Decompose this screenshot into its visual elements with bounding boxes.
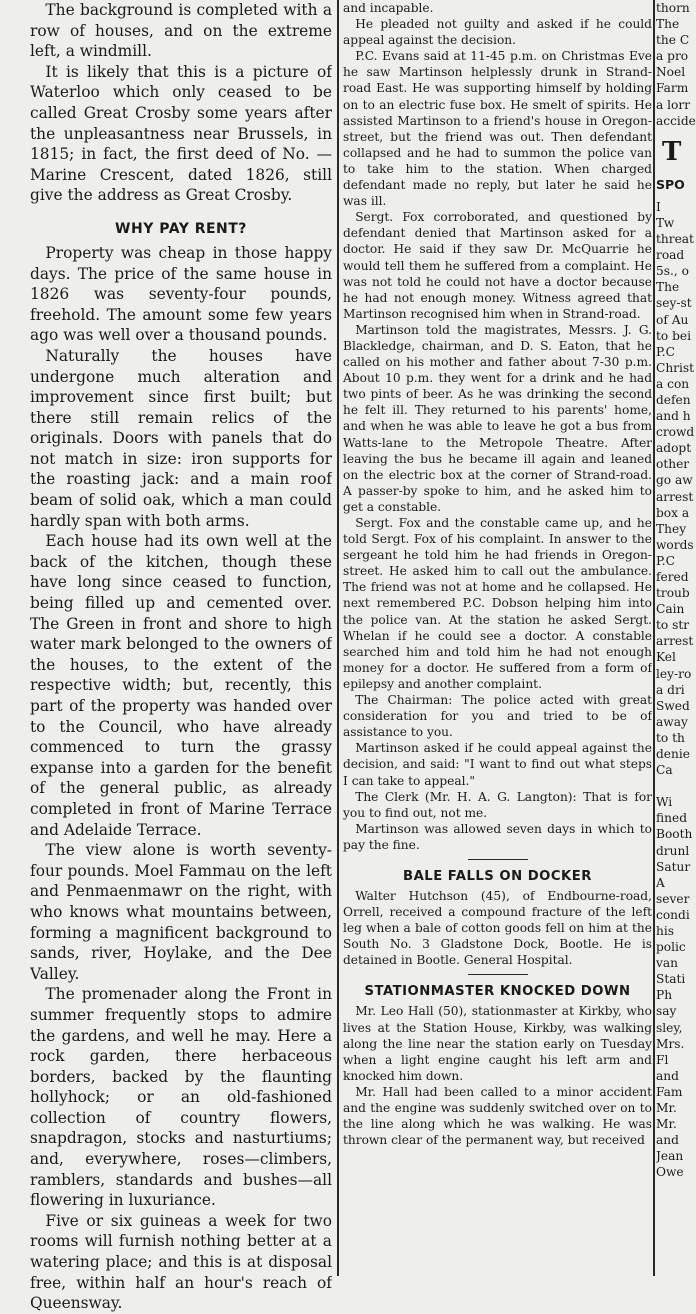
court-paragraph: Sergt. Fox corroborated, and questioned by defendant denied that Martinson asked for a doctor. He said if they saw Dr. McQuarrie he would tell them he suffered from a complaint. He was not told he could not have a doctor because he had not enough money. Witness agreed that Martinson recognised him when in Strand-road. — [343, 210, 652, 321]
cutoff-line-fragment: a con — [656, 376, 690, 391]
court-paragraph: and incapable. — [343, 1, 434, 15]
cutoff-fragments-mid — [656, 199, 696, 778]
article-paragraph: Each house had its own well at the back of the kitchen, though these have long since ceased to function, being filled up and cemented over. The Green in front and shore to high water mark belonged to the owners of the houses, to the extent of the respective width; but, recently, this part of the property was handed over to the Council, who have already commenced to turn the grassy expanse into a garden for the benefit of the general public, as already completed in front of Marine Terrace and Adelaide Terrace. — [30, 532, 332, 839]
cutoff-line-fragment: and h — [656, 409, 691, 424]
cutoff-line-fragment: The — [656, 17, 680, 32]
court-paragraph: The Clerk (Mr. H. A. G. Langton): That is for you to find out, not me. — [343, 789, 652, 820]
cutoff-line-fragment: Mr. — [656, 1117, 677, 1132]
right-column-cutoff — [656, 0, 696, 1180]
article-paragraph: Property was cheap in those happy days. The price of the same house in 1826 was seventy-four pounds, freehold. The amount some few years ago was well over a thousand pounds. — [30, 243, 332, 345]
cutoff-line-fragment: Cain — [656, 602, 685, 617]
cutoff-line-fragment: the C — [656, 33, 690, 48]
cutoff-line-fragment: Wi — [656, 795, 673, 810]
cutoff-line-fragment: Satur — [656, 859, 691, 874]
cutoff-line-fragment: arrest — [656, 489, 694, 504]
cutoff-fragments-bottom — [656, 794, 696, 1180]
cutoff-line-fragment: sley, — [656, 1020, 683, 1035]
cutoff-line-fragment: Ph — [656, 988, 673, 1003]
cutoff-line-fragment: accide — [656, 113, 696, 128]
article-paragraph: The promenader along the Front in summer frequently stops to admire the gardens, and well he may. Here a rock garden, there herbaceous borders, backed by the flaunting hollyhock; or an old-fashioned collection of country flowers, snapdragon, stocks and nasturtiums; and, everywhere, roses—climbers, ramblers, standards and bushes—all flowering in luxuriance. — [30, 985, 332, 1210]
headline-stationmaster: STATIONMASTER KNOCKED DOWN — [364, 984, 631, 1000]
headline-bale-falls: BALE FALLS ON DOCKER — [403, 868, 592, 884]
cutoff-line-fragment: and — [656, 1068, 679, 1083]
cutoff-line-fragment: a pro — [656, 49, 689, 64]
cutoff-line-fragment: P.C — [656, 344, 675, 359]
cutoff-line-fragment: van — [656, 956, 679, 971]
cutoff-line-fragment: box a — [656, 505, 690, 520]
cutoff-line-fragment: drunl — [656, 843, 690, 858]
court-paragraph: Martinson told the magistrates, Messrs. J. G. Blackledge, chairman, and D. S. Eaton, that he called on his mother and father about 7-30 p.m. About 10 p.m. they went for a drink and he had two pints of beer. As he was drinking the second he felt ill. They returned to his parents' home, and when he was able to leave he got a bus from Watts-lane to the Metropole Theatre. After leaving the bus he became ill again and leaned on the electric box at the corner of Strand-road. A passer-by spoke to him, and he asked him to get a constable. — [343, 322, 652, 514]
article-separator — [468, 859, 528, 860]
cutoff-line-fragment: Farm — [656, 81, 689, 96]
cutoff-line-fragment: Mr. — [656, 1101, 677, 1115]
cutoff-line-fragment: to bei — [656, 328, 692, 343]
court-paragraph: P.C. Evans said at 11-45 p.m. on Christmas Eve he saw Martinson helplessly drunk in Strand-road East. He was supporting himself by holding on to an electric fuse box. He smelt of spirits. He assisted Martinson to a friend's house in Oregon-street, but the friend was out. Then defendant collapsed and he had to summon the police van to take him to the station. When charged defendant made no reply, but later he said he was ill. — [343, 49, 652, 209]
article-separator — [468, 974, 528, 975]
cutoff-line-fragment: other — [656, 457, 690, 472]
cutoff-line-fragment: Noel — [656, 65, 686, 80]
cutoff-line-fragment: to th — [656, 730, 685, 745]
intro-paragraph: It is likely that this is a picture of Waterloo which only ceased to be called Great Crosby some years after the unpleasantness near Brussels, in 1815; in fact, the first deed of No. — Marine Crescent, dated 1826, still give the address as Great Crosby. — [30, 62, 332, 205]
cutoff-line-fragment: Fl — [656, 1052, 669, 1067]
cutoff-line-fragment: thorn — [656, 1, 690, 15]
cutoff-big-headline: T — [662, 136, 682, 167]
cutoff-line-fragment: sey-st — [656, 296, 692, 311]
article-paragraph: Naturally the houses have undergone much alteration and improvement since first built; but there still remain relics of the originals. Doors with panels that do not match in size: iron supports for the roasting jack: and a main roof beam of solid oak, which a man could hardly span with both arms. — [30, 346, 332, 530]
court-paragraph: Sergt. Fox and the constable came up, and he told Sergt. Fox of his complaint. In answer to the sergeant he told him he had friends in Oregon-street. He asked him to call out the ambulance. The friend was not at home and he collapsed. He next remembered P.C. Dobson helping him into the police van. At the station he asked Sergt. Whelan if he could see a doctor. A constable searched him and told him he had not enough money for a doctor. He suffered from a form of epilepsy and another complaint. — [343, 516, 652, 691]
cutoff-line-fragment: Mrs. — [656, 1036, 685, 1051]
cutoff-line-fragment: They — [656, 521, 687, 536]
cutoff-line-fragment: fined — [656, 811, 687, 826]
cutoff-line-fragment: his — [656, 923, 675, 938]
article-paragraph: Mr. Hall had been called to a minor accident and the engine was suddenly switched over on to the line along which he was walking. He was thrown clear of the permanent way, but received — [343, 1084, 652, 1148]
cutoff-subhead: SPO — [656, 176, 685, 192]
headline-why-pay-rent: WHY PAY RENT? — [115, 220, 247, 237]
article-paragraph: Mr. Leo Hall (50), stationmaster at Kirkby, who lives at the Station House, Kirkby, was walking along the line near the station early on Tuesday when a light engine caught his left arm and knocked him down. — [343, 1004, 652, 1083]
left-column — [30, 0, 332, 1314]
middle-column — [343, 0, 652, 1148]
cutoff-line-fragment: I — [656, 199, 661, 214]
cutoff-line-fragment: to str — [656, 618, 690, 633]
cutoff-line-fragment: arrest — [656, 634, 694, 649]
article-paragraph: Five or six guineas a week for two rooms will furnish nothing better at a watering place; and this is at disposal free, within half an hour's reach of Queensway. — [30, 1211, 332, 1313]
cutoff-line-fragment: Tw — [656, 215, 675, 230]
cutoff-line-fragment: Stati — [656, 972, 686, 987]
court-paragraph: Martinson was allowed seven days in which to pay the fine. — [343, 821, 652, 852]
cutoff-line-fragment: denie — [656, 747, 690, 762]
cutoff-line-fragment: sever — [656, 891, 690, 906]
cutoff-line-fragment: Fam — [656, 1084, 683, 1099]
cutoff-line-fragment: Jean — [656, 1149, 684, 1164]
cutoff-line-fragment: fered — [656, 570, 689, 584]
cutoff-line-fragment: ley-ro — [656, 666, 692, 681]
cutoff-line-fragment: of Au — [656, 312, 689, 327]
cutoff-line-fragment: P.C — [656, 553, 675, 568]
court-paragraph: He pleaded not guilty and asked if he could appeal against the decision. — [343, 17, 652, 48]
intro-paragraph: The background is completed with a row of houses, and on the extreme left, a windmill. — [30, 1, 332, 61]
cutoff-fragments-top — [656, 0, 696, 129]
cutoff-line-fragment: a dri — [656, 682, 685, 697]
cutoff-line-fragment: defen — [656, 392, 691, 407]
cutoff-line-fragment: threat — [656, 232, 694, 247]
column-rule-left — [337, 0, 339, 1276]
cutoff-line-fragment: Christ — [656, 360, 695, 375]
cutoff-line-fragment: and — [656, 1133, 679, 1148]
cutoff-line-fragment: road — [656, 248, 685, 263]
cutoff-line-fragment: Owe — [656, 1165, 684, 1180]
cutoff-line-fragment: Booth — [656, 827, 693, 842]
cutoff-line-fragment: away — [656, 714, 688, 729]
cutoff-line-fragment: troub — [656, 586, 690, 601]
cutoff-line-fragment: condi — [656, 907, 690, 922]
cutoff-line-fragment: Ca — [656, 763, 673, 778]
cutoff-line-fragment: crowd — [656, 425, 695, 440]
cutoff-line-fragment: a lorr — [656, 97, 691, 112]
cutoff-line-fragment: The — [656, 280, 680, 295]
cutoff-line-fragment: polic — [656, 940, 686, 955]
cutoff-line-fragment: adopt — [656, 441, 692, 456]
cutoff-line-fragment: words — [656, 537, 694, 552]
article-paragraph: The view alone is worth seventy-four pounds. Moel Fammau on the left and Penmaenmawr on the right, with who knows what mountains between, forming a magnificent background to sands, river, Hoylake, and the Dee Valley. — [30, 841, 332, 983]
cutoff-line-fragment: say — [656, 1004, 677, 1019]
court-paragraph: The Chairman: The police acted with great consideration for you and tried to be of assistance to you. — [343, 693, 652, 740]
column-rule-right — [653, 0, 655, 1276]
cutoff-line-fragment: Swed — [656, 698, 690, 713]
cutoff-line-fragment: go aw — [656, 473, 693, 488]
cutoff-line-fragment: 5s., o — [656, 264, 689, 279]
cutoff-line-fragment: A — [656, 875, 665, 890]
court-paragraph: Martinson asked if he could appeal against the decision, and said: "I want to find out what steps I can take to appeal." — [343, 741, 652, 788]
article-paragraph: Walter Hutchson (45), of Endbourne-road, Orrell, received a compound fracture of the left leg when a bale of cotton goods fell on him at the South No. 3 Gladstone Dock, Bootle. He is detained in Bootle. General Hospital. — [343, 888, 652, 968]
cutoff-line-fragment: Kel — [656, 650, 676, 665]
